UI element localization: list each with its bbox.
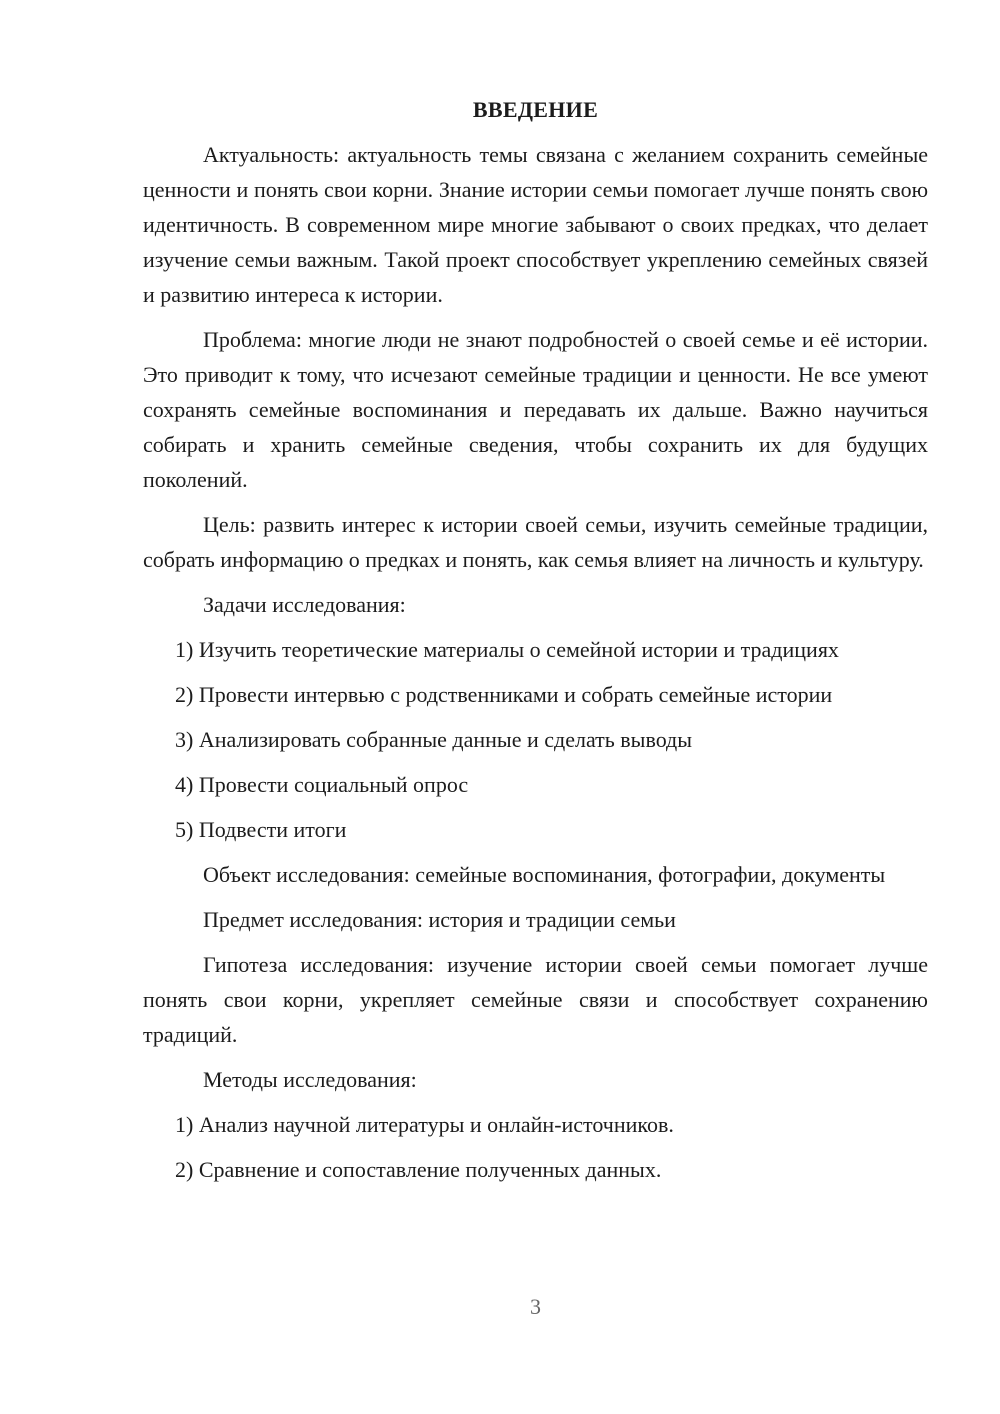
hypothesis-paragraph: Гипотеза исследования: изучение истории своей семьи помогает лучше понять свои корни, укрепляет семейные связи и способствует сохранению традиций.	[143, 952, 928, 1047]
subject-paragraph: Предмет исследования: история и традиции семьи	[203, 907, 676, 932]
task-item-4: 4) Провести социальный опрос	[175, 772, 469, 797]
page-title: ВВЕДЕНИЕ	[472, 97, 599, 122]
methods-heading: Методы исследования:	[203, 1067, 417, 1092]
task-item-5: 5) Подвести итоги	[175, 817, 347, 842]
object-paragraph: Объект исследования: семейные воспоминания, фотографии, документы	[203, 862, 886, 887]
method-item-2: 2) Сравнение и сопоставление полученных данных.	[175, 1157, 662, 1182]
page-number: 3	[530, 1294, 541, 1319]
tasks-heading: Задачи исследования:	[203, 592, 406, 617]
method-item-1: 1) Анализ научной литературы и онлайн-источников.	[175, 1112, 674, 1137]
relevance-paragraph: Актуальность: актуальность темы связана с желанием сохранить семейные ценности и понять свои корни. Знание истории семьи помогает лучше понять свою идентичность. В современном мире многие забывают о своих предках, что делает изучение семьи важным. Такой проект способствует укреплению семейных связей и развитию интереса к истории.	[143, 142, 928, 307]
task-item-3: 3) Анализировать собранные данные и сделать выводы	[175, 727, 693, 752]
problem-paragraph: Проблема: многие люди не знают подробностей о своей семье и её истории. Это приводит к тому, что исчезают семейные традиции и ценности. Не все умеют сохранять семейные воспоминания и передавать их дальше. Важно научиться собирать и хранить семейные сведения, чтобы сохранить их для будущих поколений.	[143, 327, 928, 492]
page-content	[143, 92, 928, 1197]
goal-paragraph: Цель: развить интерес к истории своей семьи, изучить семейные традиции, собрать информацию о предках и понять, как семья влияет на личность и культуру.	[143, 512, 928, 572]
task-item-2: 2) Провести интервью с родственниками и собрать семейные истории	[175, 682, 833, 707]
task-item-1: 1) Изучить теоретические материалы о семейной истории и традициях	[175, 637, 839, 662]
